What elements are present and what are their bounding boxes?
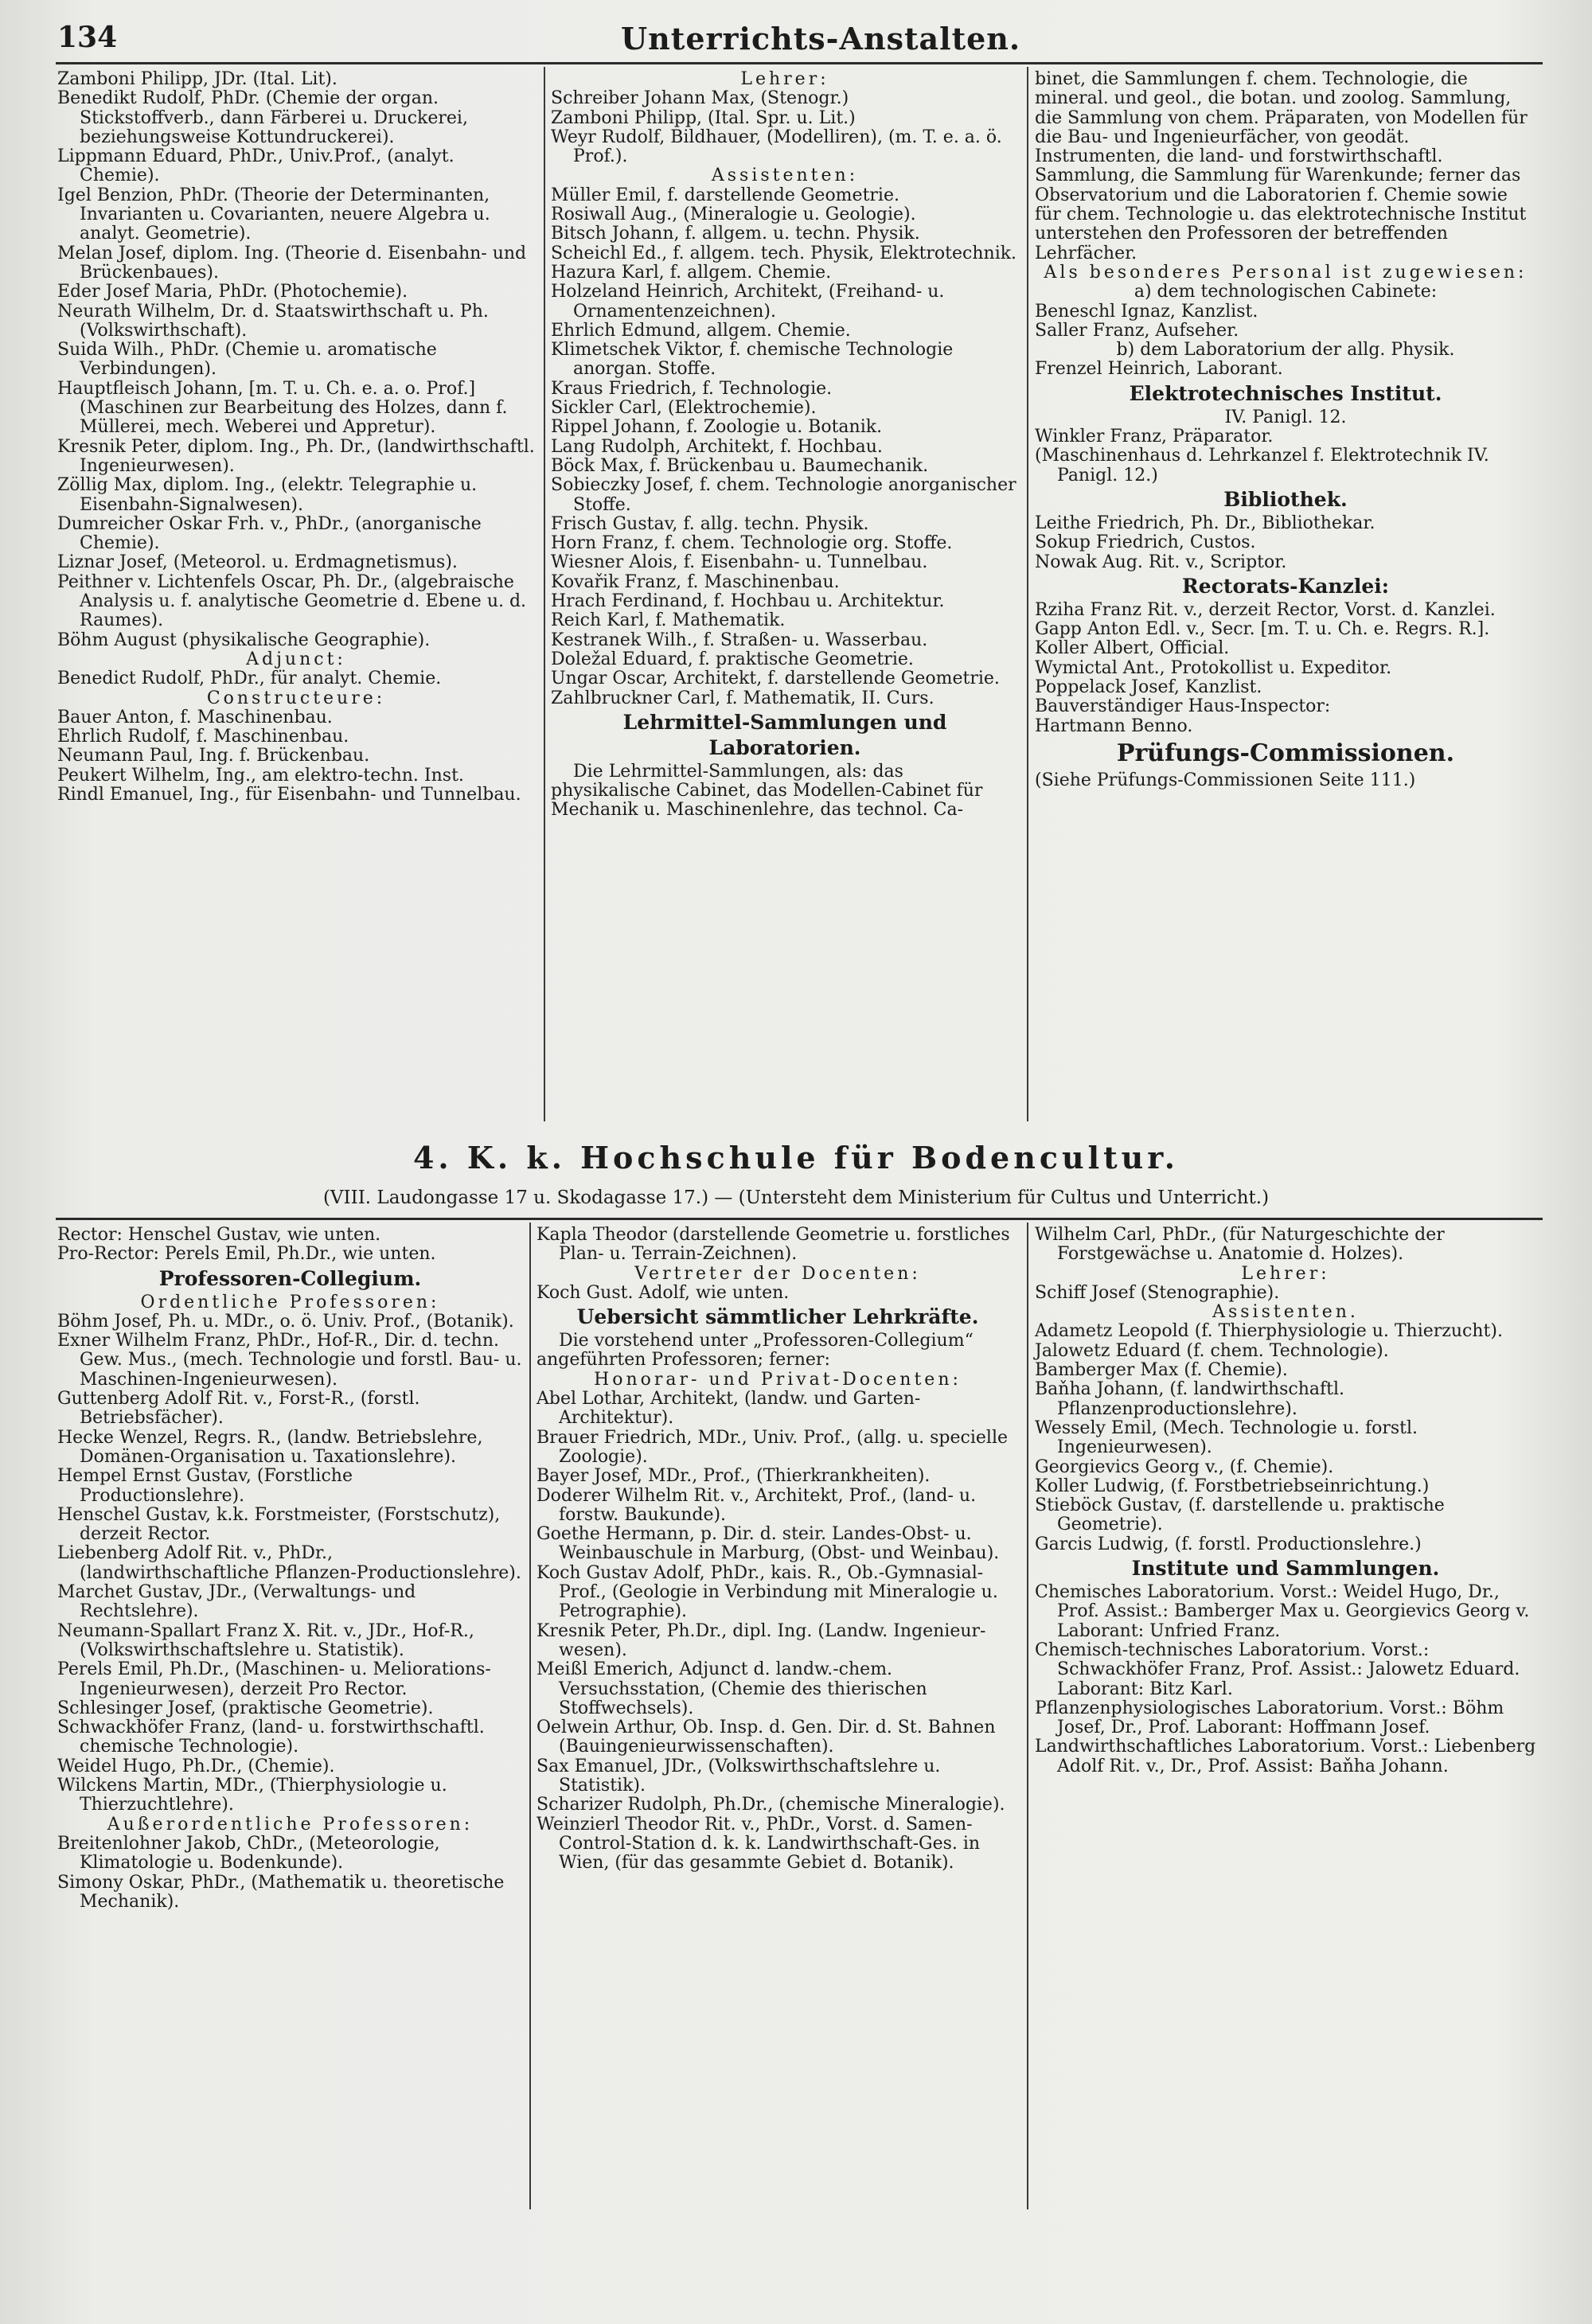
entry: Adametz Leopold (f. Thierphysiologie u. Thierzucht).: [1035, 1321, 1503, 1342]
entry: Zahlbruckner Carl, f. Mathematik, II. Curs.: [551, 688, 935, 708]
entry: Holzeland Heinrich, Architekt, (Freihand- u. Ornamentenzeichnen).: [551, 282, 945, 322]
entry: Koch Gust. Adolf, wie unten.: [537, 1282, 790, 1303]
entry: Igel Benzion, PhDr. (Theorie der Determinanten, Invarianten u. Covarianten, neuere Algebra u. analyt. Geometrie).: [57, 185, 490, 244]
entry: Böhm August (physikalische Geographie).: [57, 630, 431, 650]
header-rule: [56, 62, 1543, 64]
paragraph: binet, die Sammlungen f. chem. Technologie, die mineral. und geol., die botan. und zoolog. Sammlung, die Sammlung von chem. Präparaten, von Modellen für die Bau- und Ingenieurfächer, von geodät. Instrumenten, die land- und forstwirthschaftl. Sammlung, die Sammlung für Warenkunde; ferner das Observatorium und die Laboratorien f. Chemie sowie für chem. Technologie u. das elektrotechnische Institut unterstehen den Professoren der betreffenden Lehrfächer.: [1035, 69, 1528, 263]
entry: Garcis Ludwig, (f. forstl. Productionslehre.): [1035, 1534, 1422, 1554]
entry: Neumann-Spallart Franz X. Rit. v., JDr., Hof-R., (Volkswirthschaftslehre u. Statistik).: [57, 1620, 474, 1660]
entry: Koller Ludwig, (f. Forstbetriebseinrichtung.): [1035, 1476, 1430, 1496]
centered-line: b) dem Laboratorium der allg. Physik.: [1116, 340, 1455, 361]
entry: Breitenlohner Jakob, ChDr., (Meteorologie, Klimatologie u. Bodenkunde).: [57, 1833, 440, 1874]
section-title: 4. K. k. Hochschule für Bodencultur.: [412, 1140, 1180, 1176]
section-heading: Prüfungs-Commissionen.: [1116, 739, 1455, 767]
entry: Bitsch Johann, f. allgem. u. techn. Physik.: [551, 224, 920, 244]
upper-column-2: [551, 70, 1019, 821]
entry: (Maschinenhaus d. Lehrkanzel f. Elektrotechnik IV. Panigl. 12.): [1035, 446, 1489, 485]
entry: Peithner v. Lichtenfels Oscar, Ph. Dr., (algebraische Analysis u. f. analytische Geometrie d. Ebene u. d. Raumes).: [57, 571, 527, 631]
column-divider: [1027, 67, 1028, 1121]
entry: Reich Karl, f. Mathematik.: [551, 610, 786, 631]
subheading: Außerordentliche Professoren:: [107, 1814, 474, 1835]
lower-column-2: [537, 1226, 1019, 1874]
entry: Peukert Wilhelm, Ing., am elektro-techn. Inst.: [57, 765, 464, 786]
subheading: Adjunct:: [246, 649, 346, 669]
section-rule: [56, 1218, 1543, 1220]
entry: Koller Albert, Official.: [1035, 638, 1230, 659]
entry: Bauverständiger Haus-Inspector:: [1035, 696, 1331, 717]
entry: Chemisch-technisches Laboratorium. Vorst.: Schwackhöfer Franz, Prof. Assist.: Jalowetz Eduard. Laborant: Bitz Karl.: [1035, 1640, 1520, 1699]
entry: Doderer Wilhelm Rit. v., Architekt, Prof., (land- u. forstw. Baukunde).: [537, 1485, 977, 1525]
entry: Kapla Theodor (darstellende Geometrie u. forstliches Plan- u. Terrain-Zeichnen).: [537, 1225, 1010, 1265]
page-number: 134: [57, 21, 118, 54]
entry: Sax Emanuel, JDr., (Volkswirthschaftslehre u. Statistik).: [537, 1756, 941, 1796]
entry: Gapp Anton Edl. v., Secr. [m. T. u. Ch. e. Regrs. R.].: [1035, 619, 1490, 640]
entry: Pro-Rector: Perels Emil, Ph.Dr., wie unten.: [57, 1244, 436, 1265]
subheading: Vertreter der Docenten:: [634, 1263, 921, 1284]
entry: Rziha Franz Rit. v., derzeit Rector, Vorst. d. Kanzlei.: [1035, 599, 1496, 620]
entry: Liznar Josef, (Meteorol. u. Erdmagnetismus).: [57, 552, 458, 573]
entry: Ehrlich Edmund, allgem. Chemie.: [551, 320, 851, 341]
entry: Goethe Hermann, p. Dir. d. steir. Landes-Obst- u. Weinbauschule in Marburg, (Obst- und Weinbau).: [537, 1524, 1000, 1564]
entry: Kraus Friedrich, f. Technologie.: [551, 378, 833, 399]
paragraph: Die vorstehend unter „Professoren-Collegium“ angeführten Professoren; ferner:: [537, 1331, 974, 1371]
entry: Nowak Aug. Rit. v., Scriptor.: [1035, 552, 1287, 572]
entry: Ungar Oscar, Architekt, f. darstellende Geometrie.: [551, 669, 1000, 689]
entry: Dumreicher Oskar Frh. v., PhDr., (anorganische Chemie).: [57, 513, 482, 554]
entry: Bayer Josef, MDr., Prof., (Thierkrankheiten).: [537, 1466, 931, 1487]
subheading: Honorar- und Privat-Docenten:: [594, 1369, 962, 1390]
subheading: Lehrer:: [740, 69, 829, 89]
entry: Klimetschek Viktor, f. chemische Technologie anorgan. Stoffe.: [551, 340, 954, 380]
section-heading: Institute und Sammlungen.: [1131, 1557, 1440, 1581]
entry: Bauer Anton, f. Maschinenbau.: [57, 707, 333, 727]
section-heading: Rectorats-Kanzlei:: [1182, 574, 1389, 598]
entry: Sobieczky Josef, f. chem. Technologie anorganischer Stoffe.: [551, 475, 1016, 515]
entry: Kresnik Peter, diplom. Ing., Ph. Dr., (landwirthschaftl. Ingenieurwesen).: [57, 436, 535, 476]
entry: Rindl Emanuel, Ing., für Eisenbahn- und Tunnelbau.: [57, 784, 521, 805]
entry: Landwirthschaftliches Laboratorium. Vorst.: Liebenberg Adolf Rit. v., Dr., Prof. Assist: Baňha Johann.: [1035, 1737, 1536, 1776]
entry: Neurath Wilhelm, Dr. d. Staatswirthschaft u. Ph. (Volkswirthschaft).: [57, 301, 489, 341]
entry: Schreiber Johann Max, (Stenogr.): [551, 88, 849, 109]
entry: Jalowetz Eduard (f. chem. Technologie).: [1035, 1340, 1389, 1361]
entry: Abel Lothar, Architekt, (landw. und Garten-Architektur).: [537, 1389, 921, 1429]
section-heading: Elektrotechnisches Institut.: [1129, 381, 1442, 405]
entry: Rippel Johann, f. Zoologie u. Botanik.: [551, 417, 883, 438]
entry: Hecke Wenzel, Regrs. R., (landw. Betriebslehre, Domänen-Organisation u. Taxationslehre).: [57, 1427, 483, 1467]
entry: Oelwein Arthur, Ob. Insp. d. Gen. Dir. d. St. Bahnen (Bauingenieurwissenschaften).: [537, 1718, 996, 1757]
entry: Böck Max, f. Brückenbau u. Baumechanik.: [551, 455, 929, 476]
entry: Hrach Ferdinand, f. Hochbau u. Architektur.: [551, 591, 945, 612]
subheading: Assistenten:: [711, 166, 859, 186]
entry: Wessely Emil, (Mech. Technologie u. forstl. Ingenieurwesen).: [1035, 1417, 1418, 1458]
entry: Sickler Carl, (Elektrochemie).: [551, 398, 817, 419]
entry: Exner Wilhelm Franz, PhDr., Hof-R., Dir. d. techn. Gew. Mus., (mech. Technologie und forstl. Bau- u. Maschinen-Ingenieurwesen).: [57, 1331, 522, 1390]
entry: Müller Emil, f. darstellende Geometrie.: [551, 185, 899, 205]
entry: Georgievics Georg v., (f. Chemie).: [1035, 1456, 1334, 1477]
entry: Rector: Henschel Gustav, wie unten.: [57, 1225, 381, 1245]
entry: Meißl Emerich, Adjunct d. landw.-chem. Versuchsstation, (Chemie des thierischen Stoffwechsels).: [537, 1659, 927, 1718]
subheading: Als besonderes Personal ist zugewiesen:: [1044, 262, 1528, 283]
upper-column-3: [1035, 70, 1536, 790]
entry: Hazura Karl, f. allgem. Chemie.: [551, 262, 832, 283]
entry: Weinzierl Theodor Rit. v., PhDr., Vorst. d. Samen-Control-Station d. k. k. Landwirthschaft-Ges. in Wien, (für das gesammte Gebiet d. Botanik).: [537, 1814, 981, 1874]
entry: Beneschl Ignaz, Kanzlist.: [1035, 301, 1258, 322]
entry: Saller Franz, Aufseher.: [1035, 320, 1239, 341]
entry: Frenzel Heinrich, Laborant.: [1035, 359, 1283, 380]
entry: Chemisches Laboratorium. Vorst.: Weidel Hugo, Dr., Prof. Assist.: Bamberger Max u. Georgievics Georg v. Laborant: Unfried Franz.: [1035, 1582, 1530, 1641]
entry: (Siehe Prüfungs-Commissionen Seite 111.): [1035, 770, 1416, 790]
entry: Baňha Johann, (f. landwirthschaftl. Pflanzenproductionslehre).: [1035, 1379, 1345, 1419]
entry: Poppelack Josef, Kanzlist.: [1035, 677, 1262, 698]
entry: Wiesner Alois, f. Eisenbahn- u. Tunnelbau.: [551, 552, 928, 573]
entry: Bamberger Max (f. Chemie).: [1035, 1360, 1288, 1381]
entry: Wilckens Martin, MDr., (Thierphysiologie u. Thierzuchtlehre).: [57, 1776, 447, 1815]
entry: Benedict Rudolf, PhDr., für analyt. Chemie.: [57, 669, 442, 689]
lower-column-1: [57, 1226, 523, 1912]
entry: Schwackhöfer Franz, (land- u. forstwirthschaftl. chemische Technologie).: [57, 1718, 485, 1757]
entry: Suida Wilh., PhDr. (Chemie u. aromatische Verbindungen).: [57, 340, 437, 380]
entry: Pflanzenphysiologisches Laboratorium. Vorst.: Böhm Josef, Dr., Prof. Laborant: Hoffmann Josef.: [1035, 1698, 1504, 1738]
entry: Stieböck Gustav, (f. darstellende u. praktische Geometrie).: [1035, 1495, 1445, 1535]
running-title: Unterrichts-Anstalten.: [621, 21, 1021, 57]
entry: Weyr Rudolf, Bildhauer, (Modelliren), (m. T. e. a. ö. Prof.).: [551, 127, 1002, 167]
entry: Melan Josef, diplom. Ing. (Theorie d. Eisenbahn- und Brückenbaues).: [57, 243, 527, 283]
entry: Henschel Gustav, k.k. Forstmeister, (Forstschutz), derzeit Rector.: [57, 1504, 501, 1545]
entry: Koch Gustav Adolf, PhDr., kais. R., Ob.-Gymnasial-Prof., (Geologie in Verbindung mit Mineralogie u. Petrographie).: [537, 1562, 998, 1622]
section-heading: Lehrmittel-Sammlungen und Laboratorien.: [622, 710, 947, 759]
entry: Zamboni Philipp, (Ital. Spr. u. Lit.): [551, 107, 856, 128]
entry: Schiff Josef (Stenographie).: [1035, 1282, 1280, 1303]
entry: Schlesinger Josef, (praktische Geometrie).: [57, 1698, 434, 1718]
entry: Lang Rudolph, Architekt, f. Hochbau.: [551, 436, 883, 457]
column-divider: [1027, 1222, 1028, 2209]
entry: Hempel Ernst Gustav, (Forstliche Productionslehre).: [57, 1466, 353, 1506]
entry: Scharizer Rudolph, Ph.Dr., (chemische Mineralogie).: [537, 1795, 1005, 1815]
entry: Hauptfleisch Johann, [m. T. u. Ch. e. a. o. Prof.] (Maschinen zur Bearbeitung des Holzes, dann f. Müllerei, mech. Weberei und Appretur).: [57, 378, 508, 438]
subheading: Ordentliche Professoren:: [140, 1292, 440, 1312]
entry: Wymictal Ant., Protokollist u. Expeditor.: [1035, 657, 1392, 678]
entry: Leithe Friedrich, Ph. Dr., Bibliothekar.: [1035, 513, 1375, 533]
entry: Wilhelm Carl, PhDr., (für Naturgeschichte der Forstgewächse u. Anatomie d. Holzes).: [1035, 1225, 1445, 1265]
entry: Simony Oskar, PhDr., (Mathematik u. theoretische Mechanik).: [57, 1872, 505, 1912]
entry: Frisch Gustav, f. allg. techn. Physik.: [551, 513, 869, 534]
entry: Liebenberg Adolf Rit. v., PhDr., (landwirthschaftliche Pflanzen-Productionslehre).: [57, 1543, 521, 1583]
entry: Brauer Friedrich, MDr., Univ. Prof., (allg. u. specielle Zoologie).: [537, 1427, 1009, 1467]
entry: Böhm Josef, Ph. u. MDr., o. ö. Univ. Prof., (Botanik).: [57, 1311, 514, 1332]
entry: Perels Emil, Ph.Dr., (Maschinen- u. Meliorations-Ingenieurwesen), derzeit Pro Rector.: [57, 1659, 491, 1699]
entry: Kovařik Franz, f. Maschinenbau.: [551, 571, 840, 592]
column-divider: [544, 67, 545, 1121]
entry: Ehrlich Rudolf, f. Maschinenbau.: [57, 727, 349, 747]
entry: Winkler Franz, Präparator.: [1035, 427, 1274, 447]
entry: Zamboni Philipp, JDr. (Ital. Lit).: [57, 69, 338, 89]
entry: Kestranek Wilh., f. Straßen- u. Wasserbau.: [551, 630, 928, 650]
section-heading: Bibliothek.: [1223, 487, 1348, 511]
column-divider: [529, 1222, 531, 2209]
entry: Zöllig Max, diplom. Ing., (elektr. Telegraphie u. Eisenbahn-Signalwesen).: [57, 475, 478, 515]
subheading: Constructeure:: [206, 688, 386, 708]
entry: Hartmann Benno.: [1035, 716, 1193, 736]
centered-line: IV. Panigl. 12.: [1224, 407, 1347, 427]
entry: Doležal Eduard, f. praktische Geometrie.: [551, 649, 914, 669]
entry: Weidel Hugo, Ph.Dr., (Chemie).: [57, 1756, 335, 1776]
upper-column-1: [57, 70, 535, 805]
section-heading: Uebersicht sämmtlicher Lehrkräfte.: [576, 1305, 979, 1329]
entry: Lippmann Eduard, PhDr., Univ.Prof., (analyt. Chemie).: [57, 146, 455, 186]
entry: Guttenberg Adolf Rit. v., Forst-R., (forstl. Betriebsfächer).: [57, 1389, 420, 1429]
section-heading: Professoren-Collegium.: [158, 1266, 422, 1290]
entry: Horn Franz, f. chem. Technologie org. Stoffe.: [551, 533, 953, 554]
entry: Sokup Friedrich, Custos.: [1035, 532, 1256, 553]
subheading: Assistenten.: [1212, 1302, 1359, 1323]
entry: Benedikt Rudolf, PhDr. (Chemie der organ. Stickstoffverb., dann Färberei u. Druckerei, beziehungsweise Kottundruckerei).: [57, 88, 468, 147]
centered-line: a) dem technologischen Cabinete:: [1134, 282, 1438, 302]
section-address: (VIII. Laudongasse 17 u. Skodagasse 17.) — (Untersteht dem Ministerium für Cultus und Unterricht.): [322, 1187, 1270, 1208]
entry: Marchet Gustav, JDr., (Verwaltungs- und Rechtslehre).: [57, 1582, 416, 1622]
paragraph: Die Lehrmittel-Sammlungen, als: das physikalische Cabinet, das Modellen-Cabinet für Mechanik u. Maschinenlehre, das technol. Ca-: [551, 761, 983, 821]
entry: Rosiwall Aug., (Mineralogie u. Geologie).: [551, 205, 916, 225]
entry: Scheichl Ed., f. allgem. tech. Physik, Elektrotechnik.: [551, 243, 1017, 263]
entry: Kresnik Peter, Ph.Dr., dipl. Ing. (Landw. Ingenieur-wesen).: [537, 1620, 986, 1660]
entry: Neumann Paul, Ing. f. Brückenbau.: [57, 746, 370, 766]
subheading: Lehrer:: [1241, 1263, 1330, 1284]
entry: Eder Josef Maria, PhDr. (Photochemie).: [57, 282, 408, 302]
lower-column-3: [1035, 1226, 1536, 1776]
